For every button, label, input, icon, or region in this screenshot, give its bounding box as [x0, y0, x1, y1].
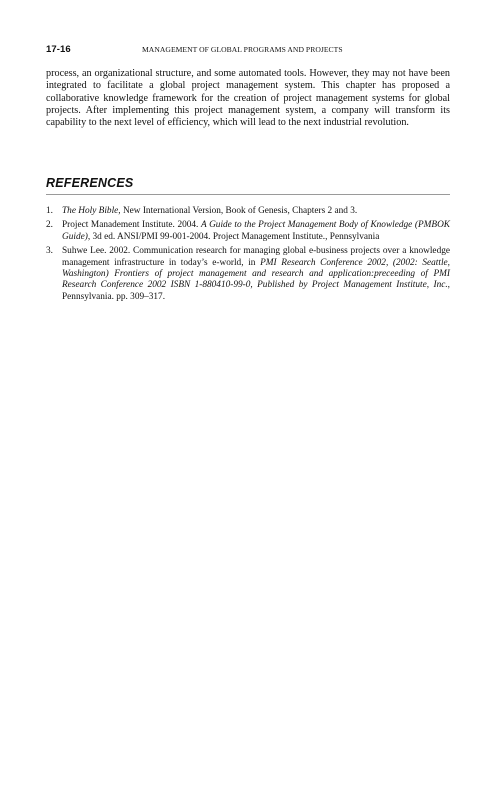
reference-item	[46, 246, 450, 303]
references-heading: REFERENCES	[46, 176, 134, 190]
reference-title: A Guide to the Project Management Body of Knowledge (PMBOK Guide)	[62, 220, 450, 242]
reference-text: , Pennsylvania. pp. 309–317.	[62, 280, 450, 302]
reference-number: 1.	[46, 206, 53, 216]
reference-item	[46, 220, 450, 243]
reference-text: New International Version, Book of Genesis, Chapters 2 and 3.	[120, 206, 358, 216]
reference-text: Project Manadement Institute. 2004.	[62, 220, 201, 231]
body-paragraph: process, an organizational structure, and some automated tools. However, they may not have been integrated to facilitate a global project management system. This chapter has proposed a collaborative knowledge framework for the creation of project management systems for global projects. After implementing this project management system, a company will transform its capability to the next level of efficiency, which will lead to the next industrial revolution.	[46, 68, 450, 129]
reference-item	[46, 206, 450, 217]
running-head	[46, 44, 450, 56]
reference-number: 3.	[46, 246, 53, 257]
reference-title: PMI Research Conference 2002, (2002: Seattle, Washington) Frontiers of project management and research and application:preceeding of PMI Research Conference 2002 ISBN 1-880410-99-0, Published by Project Management Institute, Inc.	[62, 257, 450, 291]
reference-text: Suhwe Lee. 2002. Communication research for managing global e-business projects over a knowledge management infrastructure in today’s e-world, in	[62, 246, 450, 268]
reference-text: , 3d ed. ANSI/PMI 99-001-2004. Project Management Institute., Pennsylvania	[87, 231, 380, 242]
running-title: MANAGEMENT OF GLOBAL PROGRAMS AND PROJECTS	[142, 45, 343, 54]
reference-title: The Holy Bible,	[62, 206, 121, 216]
reference-number: 2.	[46, 220, 53, 231]
reference-list	[46, 206, 450, 306]
heading-divider	[46, 194, 450, 195]
page-number: 17-16	[46, 44, 71, 55]
